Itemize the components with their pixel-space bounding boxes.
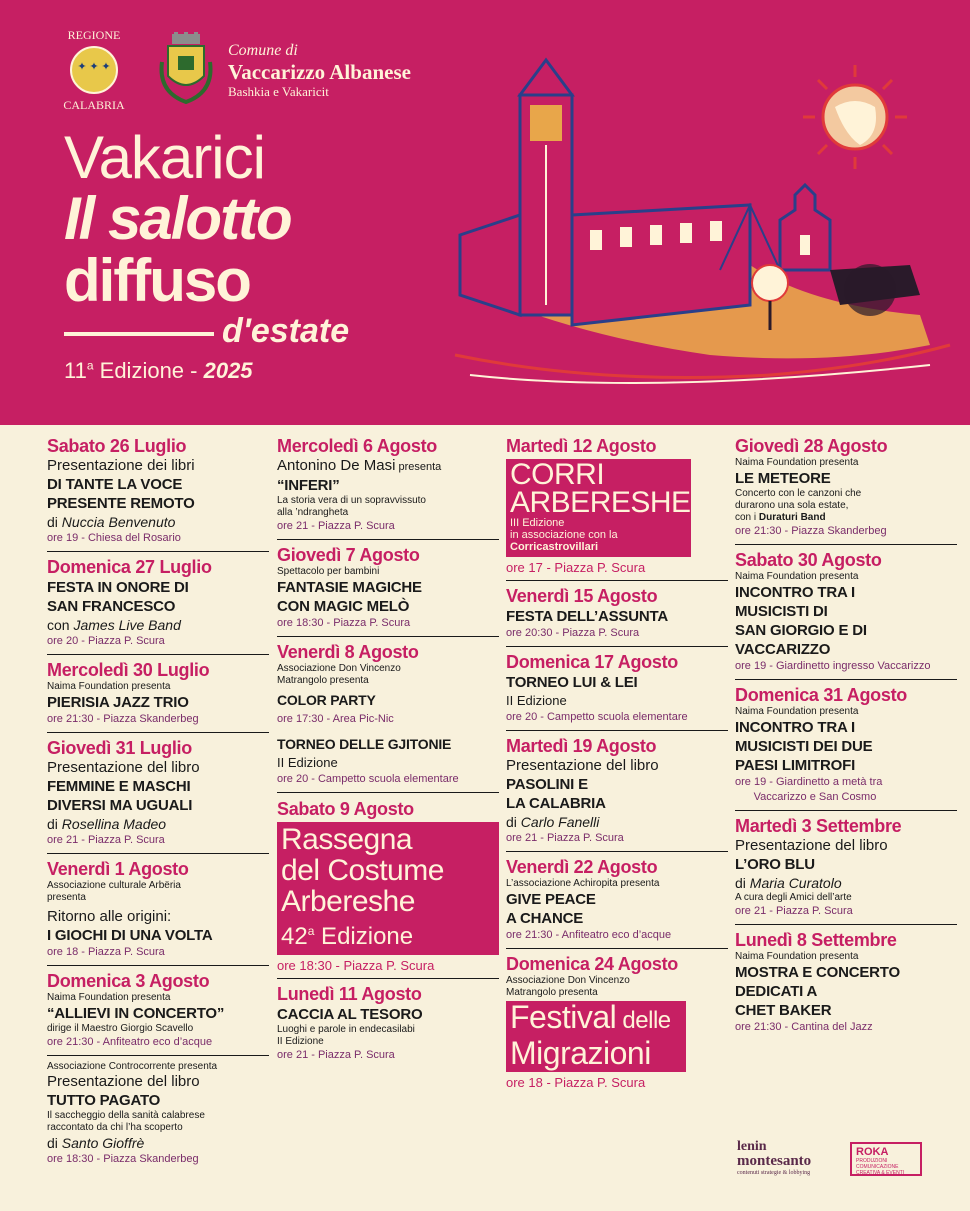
corri-banner bbox=[506, 459, 691, 557]
event-time-place: ore 21:30 - Cantina del Jazz bbox=[735, 1021, 873, 1033]
title-line-1: Vakarici bbox=[64, 124, 265, 191]
event-title: MOSTRA E CONCERTO bbox=[735, 964, 900, 981]
sponsor-name: PRODUZIONI bbox=[856, 1158, 888, 1164]
event-date: Domenica 31 Agosto bbox=[735, 685, 907, 705]
event-time-place: ore 21:30 - Piazza Skanderbeg bbox=[735, 525, 887, 537]
event-author: con James Live Band bbox=[47, 617, 181, 633]
town-square-illustration bbox=[450, 55, 955, 395]
event-title: CON MAGIC MELÒ bbox=[277, 598, 410, 615]
event-item bbox=[506, 436, 728, 581]
event-item bbox=[506, 857, 728, 949]
event-title: “INFERI” bbox=[277, 477, 340, 494]
event-item bbox=[47, 436, 269, 552]
event-presenter: presenta bbox=[47, 892, 86, 903]
event-time-place: ore 19 - Giardinetto a metà tra bbox=[735, 776, 883, 788]
event-item bbox=[277, 984, 499, 1068]
event-title: DIVERSI MA UGUALI bbox=[47, 797, 193, 814]
edition-line: 11$^a$ Edizione - 2025 bbox=[64, 358, 253, 383]
event-time-place: ore 20 - Campetto scuola elementare bbox=[277, 773, 459, 785]
event-detail: dirige il Maestro Giorgio Scavello bbox=[47, 1023, 194, 1034]
event-date: Domenica 27 Luglio bbox=[47, 557, 212, 577]
event-title: DEDICATI A bbox=[735, 983, 818, 1000]
event-title: GIVE PEACE bbox=[506, 891, 596, 908]
event-title: PRESENTE REMOTO bbox=[47, 495, 195, 512]
event-item bbox=[47, 557, 269, 655]
event-item bbox=[47, 738, 269, 854]
event-detail: raccontato da chi l’ha scoperto bbox=[47, 1122, 183, 1133]
event-item bbox=[277, 436, 499, 540]
event-title: PAESI LIMITROFI bbox=[735, 757, 856, 774]
event-time-place: ore 21 - Piazza P. Scura bbox=[47, 834, 165, 846]
event-time-place: ore 18:30 - Piazza Skanderbeg bbox=[47, 1153, 199, 1165]
sponsor-name: montesanto bbox=[737, 1153, 812, 1169]
event-time-place: ore 17:30 - Area Pic-Nic bbox=[277, 713, 394, 725]
event-date: Mercoledì 30 Luglio bbox=[47, 660, 210, 680]
events-column-2 bbox=[277, 436, 499, 1073]
event-author: di Santo Gioffrè bbox=[47, 1135, 145, 1151]
event-date: Venerdì 15 Agosto bbox=[506, 586, 658, 606]
event-detail: II Edizione bbox=[277, 755, 338, 770]
event-detail: Concerto con le canzoni che bbox=[735, 488, 862, 499]
event-title: INCONTRO TRA I bbox=[735, 584, 855, 601]
banner-title: ARBERESHE bbox=[510, 486, 691, 519]
event-title: SAN FRANCESCO bbox=[47, 598, 176, 615]
event-presenter: Naima Foundation presenta bbox=[47, 992, 171, 1003]
festival-title bbox=[64, 124, 350, 384]
event-detail: Luoghi e parole in endecasilabi bbox=[277, 1024, 415, 1035]
event-presenter: L’associazione Achiropita presenta bbox=[506, 878, 660, 889]
event-presenter: Matrangolo presenta bbox=[506, 987, 598, 998]
event-item bbox=[47, 859, 269, 966]
event-time-place: ore 20 - Piazza P. Scura bbox=[47, 635, 165, 647]
event-item bbox=[735, 816, 957, 925]
event-time-place: ore 18 - Piazza P. Scura bbox=[47, 946, 165, 958]
sponsor-tagline: contenuti strategie & lobbying bbox=[737, 1170, 811, 1176]
event-presenter: Naima Foundation presenta bbox=[735, 457, 859, 468]
event-time-place: ore 18:30 - Piazza P. Scura bbox=[277, 617, 411, 629]
banner-edition: 42$^a$ Edizione bbox=[281, 923, 414, 950]
event-time-place: ore 21:30 - Piazza Skanderbeg bbox=[47, 713, 199, 725]
event-time-place: ore 19 - Giardinetto ingresso Vaccarizzo bbox=[735, 660, 931, 672]
event-date: Martedì 19 Agosto bbox=[506, 736, 657, 756]
regione-calabria-logo bbox=[56, 28, 132, 112]
event-detail: alla ’ndrangheta bbox=[277, 507, 349, 518]
event-item bbox=[47, 971, 269, 1056]
event-item bbox=[277, 545, 499, 637]
title-dash bbox=[64, 332, 214, 336]
event-date: Venerdì 1 Agosto bbox=[47, 859, 189, 879]
title-line-2: Il salotto bbox=[64, 185, 291, 252]
event-time-place: ore 18 - Piazza P. Scura bbox=[506, 1075, 646, 1090]
comune-name: Vaccarizzo Albanese bbox=[228, 60, 411, 84]
event-item bbox=[735, 685, 957, 811]
event-time-place: ore 21:30 - Anfiteatro eco d’acque bbox=[506, 929, 672, 941]
event-presenter: Naima Foundation presenta bbox=[47, 681, 171, 692]
event-lead: Ritorno alle origini: bbox=[47, 908, 172, 925]
banner-detail: III Edizione bbox=[510, 517, 565, 529]
event-date: Venerdì 22 Agosto bbox=[506, 857, 658, 877]
banner-title: Festival delle bbox=[510, 999, 671, 1035]
event-date: Sabato 30 Agosto bbox=[735, 550, 882, 570]
event-detail: Il saccheggio della sanità calabrese bbox=[47, 1110, 205, 1121]
event-detail: La storia vera di un sopravvissuto bbox=[277, 495, 426, 506]
event-date: Giovedì 7 Agosto bbox=[277, 545, 420, 565]
event-item bbox=[277, 799, 499, 979]
event-presenter: Spettacolo per bambini bbox=[277, 566, 380, 577]
title-line-4: d'estate bbox=[222, 312, 350, 350]
event-title: TORNEO LUI & LEI bbox=[506, 674, 638, 691]
event-date: Giovedì 31 Luglio bbox=[47, 738, 192, 758]
comune-crest-icon bbox=[158, 32, 214, 104]
festival-banner bbox=[506, 1001, 686, 1072]
title-line-3: diffuso bbox=[64, 247, 250, 314]
event-time-place: ore 21 - Piazza P. Scura bbox=[506, 832, 624, 844]
event-time-place: Vaccarizzo e San Cosmo bbox=[753, 791, 877, 803]
event-title: FESTA IN ONORE DI bbox=[47, 579, 189, 596]
regione-label: REGIONE bbox=[67, 28, 121, 42]
header-banner bbox=[0, 0, 970, 425]
event-detail: A cura degli Amici dell’arte bbox=[735, 892, 852, 903]
event-author: di Nuccia Benvenuto bbox=[47, 514, 176, 530]
event-lead: Antonino De Masi presenta bbox=[277, 457, 442, 474]
event-presenter: Matrangolo presenta bbox=[277, 675, 369, 686]
event-presenter: Naima Foundation presenta bbox=[735, 951, 859, 962]
event-title: FANTASIE MAGICHE bbox=[277, 579, 422, 596]
event-title: TORNEO DELLE GJITONIE bbox=[277, 736, 452, 752]
event-date: Sabato 9 Agosto bbox=[277, 799, 414, 819]
event-item bbox=[47, 660, 269, 733]
event-title: “ALLIEVI IN CONCERTO” bbox=[47, 1005, 225, 1022]
event-date: Venerdì 8 Agosto bbox=[277, 642, 419, 662]
event-time-place: ore 20 - Campetto scuola elementare bbox=[506, 711, 688, 723]
event-title: TUTTO PAGATO bbox=[47, 1092, 161, 1109]
event-item bbox=[735, 550, 957, 680]
event-title: PIERISIA JAZZ TRIO bbox=[47, 694, 189, 711]
events-column-4 bbox=[735, 436, 957, 1045]
event-time-place: ore 19 - Chiesa del Rosario bbox=[47, 532, 181, 544]
event-item bbox=[506, 652, 728, 731]
event-time-place: ore 21 - Piazza P. Scura bbox=[735, 905, 853, 917]
event-item bbox=[506, 954, 728, 1095]
event-title: I GIOCHI DI UNA VOLTA bbox=[47, 927, 213, 944]
event-title: LE METEORE bbox=[735, 470, 831, 487]
roka-produzioni-logo bbox=[850, 1142, 922, 1176]
event-title: COLOR PARTY bbox=[277, 692, 376, 708]
events-column-1 bbox=[47, 436, 269, 1177]
event-detail: II Edizione bbox=[506, 693, 567, 708]
event-presenter: Naima Foundation presenta bbox=[735, 571, 859, 582]
event-title: INCONTRO TRA I bbox=[735, 719, 855, 736]
event-time-place: ore 21 - Piazza P. Scura bbox=[277, 1049, 395, 1061]
event-date: Giovedì 28 Agosto bbox=[735, 436, 888, 456]
event-lead: Presentazione del libro bbox=[47, 759, 200, 776]
event-title: MUSICISTI DI bbox=[735, 603, 828, 620]
comune-di: Comune di bbox=[228, 42, 298, 59]
lenin-montesanto-logo bbox=[737, 1140, 811, 1177]
event-author: di Carlo Fanelli bbox=[506, 814, 600, 830]
event-title: VACCARIZZO bbox=[735, 641, 831, 658]
event-title: MUSICISTI DEI DUE bbox=[735, 738, 873, 755]
event-date: Martedì 12 Agosto bbox=[506, 436, 657, 456]
event-item bbox=[735, 930, 957, 1040]
event-title: CHET BAKER bbox=[735, 1002, 832, 1019]
banner-title: CORRI bbox=[510, 458, 605, 491]
banner-title: del Costume bbox=[281, 854, 444, 887]
event-author: di Rosellina Madeo bbox=[47, 816, 167, 832]
banner-title: Rassegna bbox=[281, 823, 413, 856]
event-date: Martedì 3 Settembre bbox=[735, 816, 902, 836]
event-item bbox=[735, 436, 957, 545]
event-title: DI TANTE LA VOCE bbox=[47, 476, 183, 493]
banner-detail: in associazione con la bbox=[510, 529, 618, 541]
comune-sub: Bashkia e Vakaricit bbox=[228, 84, 329, 99]
event-presenter: Associazione Don Vincenzo bbox=[277, 663, 401, 674]
sun-icon bbox=[803, 65, 907, 169]
event-lead: Presentazione del libro bbox=[47, 1073, 200, 1090]
event-time-place: ore 20:30 - Piazza P. Scura bbox=[506, 627, 640, 639]
event-title: FEMMINE E MASCHI bbox=[47, 778, 191, 795]
event-item bbox=[506, 586, 728, 647]
event-time-place: ore 21 - Piazza P. Scura bbox=[277, 520, 395, 532]
event-presenter: Associazione culturale Arbëria bbox=[47, 880, 181, 891]
sponsor-name: ROKA bbox=[856, 1146, 889, 1158]
costume-banner bbox=[277, 822, 499, 955]
event-lead: Presentazione del libro bbox=[506, 757, 659, 774]
banner-title: Arbereshe bbox=[281, 885, 415, 918]
event-author: di Maria Curatolo bbox=[735, 875, 842, 891]
calabria-label: CALABRIA bbox=[63, 98, 125, 112]
event-title: A CHANCE bbox=[506, 910, 584, 927]
event-presenter: Associazione Controcorrente presenta bbox=[47, 1061, 218, 1072]
event-date: Lunedì 11 Agosto bbox=[277, 984, 422, 1004]
sponsor-name: lenin bbox=[737, 1139, 767, 1154]
sponsor-tagline: COMUNICAZIONE CREATIVA & EVENTI bbox=[856, 1164, 905, 1176]
event-item bbox=[506, 736, 728, 852]
event-time-place: ore 17 - Piazza P. Scura bbox=[506, 560, 646, 575]
event-detail: durarono una sola estate, bbox=[735, 500, 849, 511]
event-title: FESTA DELL’ASSUNTA bbox=[506, 608, 668, 625]
event-lead: Presentazione del libro bbox=[735, 837, 888, 854]
event-item bbox=[47, 1061, 269, 1172]
event-date: Lunedì 8 Settembre bbox=[735, 930, 897, 950]
event-detail: II Edizione bbox=[277, 1036, 324, 1047]
comune-title bbox=[228, 42, 411, 100]
event-item bbox=[277, 642, 499, 793]
event-detail: con i Duraturi Band bbox=[735, 512, 826, 523]
event-title: CACCIA AL TESORO bbox=[277, 1006, 423, 1023]
event-date: Domenica 17 Agosto bbox=[506, 652, 678, 672]
events-column-3 bbox=[506, 436, 728, 1100]
banner-detail: Corricastrovillari bbox=[510, 541, 599, 553]
event-date: Domenica 3 Agosto bbox=[47, 971, 210, 991]
event-title: PASOLINI E bbox=[506, 776, 588, 793]
event-date: Mercoledì 6 Agosto bbox=[277, 436, 437, 456]
event-time-place: ore 21:30 - Anfiteatro eco d’acque bbox=[47, 1036, 213, 1048]
banner-title: Migrazioni bbox=[510, 1035, 651, 1071]
event-title: LA CALABRIA bbox=[506, 795, 606, 812]
event-date: Sabato 26 Luglio bbox=[47, 436, 187, 456]
event-date: Domenica 24 Agosto bbox=[506, 954, 678, 974]
event-time-place: ore 18:30 - Piazza P. Scura bbox=[277, 958, 435, 973]
event-presenter: Naima Foundation presenta bbox=[735, 706, 859, 717]
event-title: SAN GIORGIO E DI bbox=[735, 622, 867, 639]
calabria-emblem-icon bbox=[70, 46, 118, 94]
event-lead: Presentazione dei libri bbox=[47, 457, 195, 474]
event-presenter: Associazione Don Vincenzo bbox=[506, 975, 630, 986]
event-title: L’ORO BLU bbox=[735, 856, 815, 873]
